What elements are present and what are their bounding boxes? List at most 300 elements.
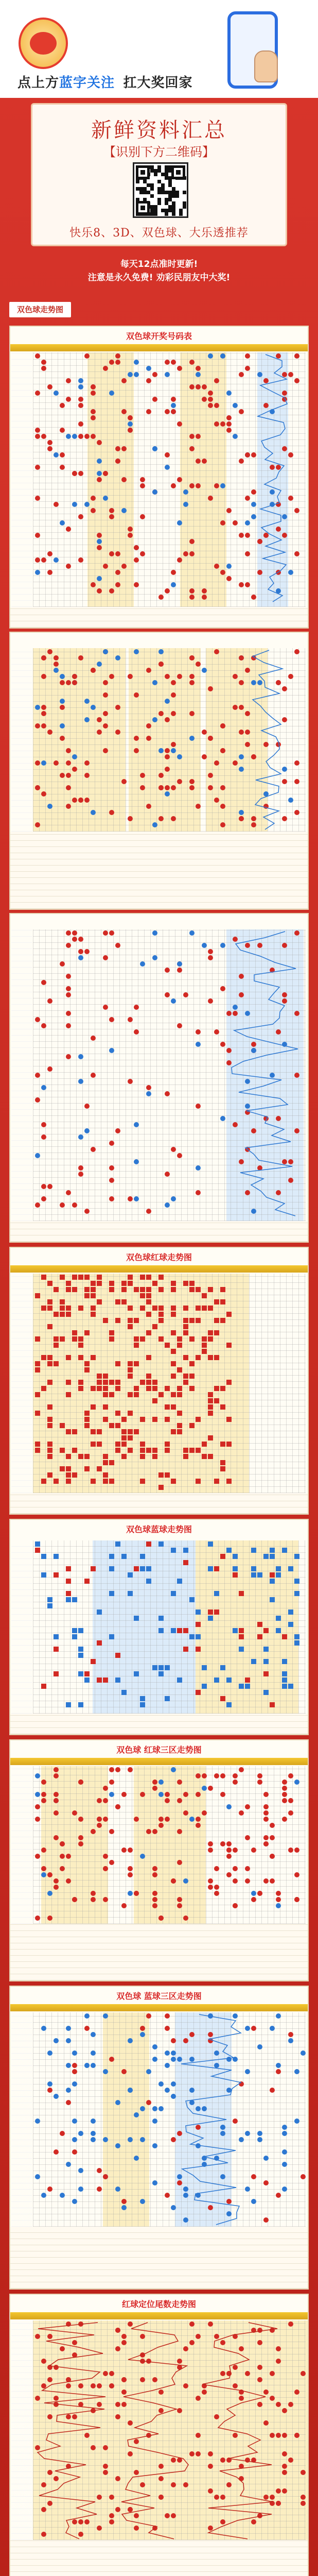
hit-cell	[171, 1392, 176, 1397]
qr-module	[161, 187, 165, 191]
hit-cell	[257, 1634, 262, 1639]
hit-cell	[66, 1306, 71, 1311]
hit-cell	[140, 1696, 145, 1701]
ball-mark	[245, 1804, 250, 1809]
hit-cell	[183, 1324, 188, 1329]
issue-column	[11, 1766, 32, 1924]
qr-module	[157, 201, 161, 205]
qr-module	[183, 205, 186, 209]
hit-cell	[165, 1404, 170, 1410]
hit-cell	[152, 1306, 157, 1311]
ball-mark	[196, 1823, 201, 1828]
stats-footer	[10, 1493, 308, 1514]
hit-cell	[183, 1318, 188, 1323]
qr-module	[165, 212, 168, 216]
hit-cell	[196, 1647, 201, 1652]
follow-header[interactable]	[0, 0, 318, 98]
hit-cell	[47, 1442, 52, 1447]
hit-cell	[109, 1336, 114, 1342]
ball-mark	[226, 1872, 232, 1877]
hit-cell	[245, 1677, 250, 1683]
hit-cell	[165, 1386, 170, 1391]
hit-cell	[152, 1417, 157, 1422]
ball-mark	[60, 1854, 65, 1859]
hit-cell	[91, 1442, 96, 1447]
ball-mark	[158, 1817, 164, 1822]
hit-cell	[233, 1554, 238, 1559]
ball-mark	[183, 1792, 188, 1797]
hit-cell	[189, 1281, 195, 1286]
hit-cell	[91, 1429, 96, 1434]
hit-cell	[196, 1287, 201, 1292]
ball-mark	[35, 1804, 40, 1809]
hit-cell	[128, 1318, 133, 1323]
ball-mark	[152, 1897, 157, 1902]
hit-cell	[140, 1306, 145, 1311]
hit-cell	[183, 1448, 188, 1453]
ball-mark	[294, 1897, 299, 1902]
ball-mark	[294, 1872, 299, 1877]
hit-cell	[226, 1380, 232, 1385]
ball-mark	[294, 1780, 299, 1785]
ball-mark	[54, 1798, 59, 1803]
qr-module	[183, 201, 186, 205]
hit-cell	[282, 1684, 287, 1689]
hit-cell	[146, 1566, 151, 1571]
hit-cell	[134, 1671, 139, 1676]
section-tab[interactable]: 双色球走势图	[9, 302, 71, 317]
ball-mark	[41, 1798, 46, 1803]
chart-grid	[33, 1274, 306, 1493]
hit-cell	[109, 1554, 114, 1559]
ball-mark	[263, 1817, 269, 1822]
qr-module	[168, 191, 172, 194]
hit-cell	[103, 1460, 108, 1465]
ball-mark	[208, 1841, 213, 1846]
hit-cell	[158, 1287, 164, 1292]
hit-cell	[97, 1386, 102, 1391]
ball-mark	[233, 1866, 238, 1871]
ball-mark	[91, 1891, 96, 1896]
hit-cell	[72, 1336, 77, 1342]
hit-cell	[97, 1281, 102, 1286]
hit-cell	[140, 1293, 145, 1298]
ball-mark	[47, 1891, 52, 1896]
hit-cell	[226, 1677, 232, 1683]
ball-mark	[103, 1897, 108, 1902]
ball-mark	[270, 1835, 275, 1840]
hit-cell	[54, 1336, 59, 1342]
trend-lines	[10, 914, 308, 1242]
hit-cell	[220, 1318, 225, 1323]
trend-line	[121, 2323, 188, 2539]
ball-mark	[109, 1767, 114, 1772]
ball-mark	[97, 1798, 102, 1803]
ball-mark	[239, 1810, 244, 1816]
hit-cell	[152, 1281, 157, 1286]
ball-mark	[35, 1817, 40, 1822]
hit-cell	[66, 1591, 71, 1596]
ball-mark	[208, 1878, 213, 1884]
hit-cell	[276, 1572, 281, 1578]
hit-cell	[140, 1380, 145, 1385]
ball-mark	[35, 1854, 40, 1859]
hit-cell	[54, 1671, 59, 1676]
hit-cell	[251, 1548, 256, 1553]
hit-cell	[41, 1479, 46, 1484]
ball-mark	[134, 1817, 139, 1822]
hit-cell	[239, 1628, 244, 1633]
hit-cell	[251, 1566, 256, 1571]
hit-cell	[84, 1417, 90, 1422]
hit-cell	[47, 1355, 52, 1360]
qr-finder-core	[176, 170, 181, 175]
hit-cell	[158, 1616, 164, 1621]
ball-mark	[97, 1817, 102, 1822]
hit-cell	[115, 1386, 120, 1391]
blue-three-zone-chart	[9, 1986, 309, 2290]
hit-cell	[183, 1374, 188, 1379]
qr-module	[183, 191, 186, 194]
chart-title: 双色球 蓝球三区走势图	[116, 1991, 202, 2001]
ball-mark	[158, 1823, 164, 1828]
issue-column	[11, 1540, 32, 1714]
qr-module	[168, 209, 172, 212]
ball-mark	[282, 1786, 287, 1791]
hit-cell	[115, 1677, 120, 1683]
hit-cell	[196, 1479, 201, 1484]
hit-cell	[54, 1361, 59, 1366]
hit-cell	[84, 1579, 90, 1584]
qr-module	[154, 173, 157, 176]
hit-cell	[140, 1566, 145, 1571]
hit-cell	[208, 1392, 213, 1397]
hit-cell	[183, 1560, 188, 1565]
hit-cell	[97, 1466, 102, 1471]
hit-cell	[158, 1336, 164, 1342]
hit-cell	[72, 1628, 77, 1633]
hit-cell	[84, 1275, 90, 1280]
hit-cell	[97, 1299, 102, 1304]
hit-cell	[220, 1386, 225, 1391]
ball-mark	[152, 1786, 157, 1791]
hit-cell	[115, 1318, 120, 1323]
ball-mark	[263, 1810, 269, 1816]
ball-mark	[78, 1780, 83, 1785]
stats-footer	[10, 1714, 308, 1734]
mascot-logo	[19, 18, 68, 69]
qr-module	[161, 191, 165, 194]
ball-mark	[128, 1848, 133, 1853]
hit-cell	[140, 1479, 145, 1484]
hit-cell	[171, 1591, 176, 1596]
hit-cell	[91, 1306, 96, 1311]
hit-cell	[202, 1442, 207, 1447]
trend-lines	[10, 2295, 308, 2576]
hit-cell	[196, 1634, 201, 1639]
hit-cell	[183, 1647, 188, 1652]
hit-cell	[66, 1312, 71, 1317]
hit-cell	[35, 1293, 40, 1298]
hit-cell	[171, 1548, 176, 1553]
hit-cell	[41, 1306, 46, 1311]
hit-cell	[109, 1479, 114, 1484]
ball-mark	[233, 1903, 238, 1908]
ball-mark	[257, 1773, 262, 1778]
hit-cell	[91, 1293, 96, 1298]
ball-mark	[54, 1773, 59, 1778]
hit-cell	[196, 1690, 201, 1695]
hit-cell	[128, 1429, 133, 1434]
hit-cell	[91, 1281, 96, 1286]
qr-module	[165, 176, 168, 180]
hit-cell	[91, 1566, 96, 1571]
hit-cell	[97, 1374, 102, 1379]
ball-mark	[121, 1792, 127, 1797]
hit-cell	[152, 1454, 157, 1459]
hit-cell	[97, 1429, 102, 1434]
ball-mark	[35, 1792, 40, 1797]
hit-cell	[214, 1330, 219, 1335]
ball-mark	[35, 1916, 40, 1921]
trend-line	[181, 2014, 241, 2225]
hit-cell	[146, 1299, 151, 1304]
hit-cell	[128, 1306, 133, 1311]
hit-cell	[196, 1448, 201, 1453]
ball-mark	[78, 1835, 83, 1840]
hit-cell	[171, 1287, 176, 1292]
hit-cell	[35, 1367, 40, 1372]
ball-mark	[233, 1780, 238, 1785]
ball-mark	[54, 1885, 59, 1890]
hit-cell	[41, 1386, 46, 1391]
trend-line	[38, 2323, 105, 2539]
hit-cell	[226, 1479, 232, 1484]
hit-cell	[41, 1355, 46, 1360]
hit-cell	[97, 1677, 102, 1683]
hit-cell	[208, 1541, 213, 1547]
hit-cell	[115, 1448, 120, 1453]
hit-cell	[66, 1579, 71, 1584]
notice-line-1: 每天12点准时更新!	[120, 259, 198, 269]
hit-cell	[121, 1435, 127, 1440]
hit-cell	[165, 1448, 170, 1453]
hit-cell	[226, 1312, 232, 1317]
hit-cell	[121, 1454, 127, 1459]
hit-cell	[189, 1318, 195, 1323]
ball-mark	[202, 1810, 207, 1816]
hit-cell	[263, 1554, 269, 1559]
hit-cell	[146, 1380, 151, 1385]
hit-cell	[84, 1671, 90, 1676]
hit-cell	[109, 1380, 114, 1385]
ball-mark	[214, 1866, 219, 1871]
hit-cell	[47, 1423, 52, 1428]
hit-cell	[41, 1684, 46, 1689]
ball-mark	[214, 1891, 219, 1896]
hit-cell	[177, 1579, 182, 1584]
hit-cell	[66, 1392, 71, 1397]
hit-cell	[171, 1374, 176, 1379]
hit-cell	[183, 1628, 188, 1633]
hit-cell	[72, 1275, 77, 1280]
hit-cell	[177, 1423, 182, 1428]
ball-mark	[41, 1792, 46, 1797]
hit-cell	[134, 1361, 139, 1366]
red-ball-trend-chart	[9, 1247, 309, 1515]
blue-ball-line-chart	[9, 913, 309, 1243]
hit-cell	[78, 1355, 83, 1360]
ball-mark	[115, 1804, 120, 1809]
hit-cell	[60, 1312, 65, 1317]
hit-cell	[109, 1566, 114, 1571]
hit-cell	[171, 1429, 176, 1434]
hit-cell	[239, 1591, 244, 1596]
ball-mark	[177, 1798, 182, 1803]
qr-finder-core	[140, 206, 145, 210]
qr-code[interactable]	[133, 162, 188, 218]
qr-module	[165, 209, 168, 212]
hit-cell	[146, 1541, 151, 1547]
slogan-highlight[interactable]: 蓝字关注	[59, 75, 115, 90]
ball-mark	[158, 1792, 164, 1797]
hit-cell	[66, 1479, 71, 1484]
ball-mark	[288, 1848, 293, 1853]
qr-module	[168, 194, 172, 198]
hit-cell	[128, 1275, 133, 1280]
hit-cell	[109, 1460, 114, 1465]
hit-cell	[294, 1634, 299, 1639]
ball-mark	[115, 1767, 120, 1772]
hit-cell	[140, 1702, 145, 1707]
hit-cell	[54, 1312, 59, 1317]
hit-cell	[294, 1554, 299, 1559]
hit-cell	[158, 1665, 164, 1670]
hit-cell	[140, 1442, 145, 1447]
qr-module	[172, 187, 175, 191]
hit-cell	[121, 1281, 127, 1286]
hit-cell	[152, 1324, 157, 1329]
hit-cell	[202, 1349, 207, 1354]
qr-module	[150, 194, 154, 198]
hit-cell	[78, 1343, 83, 1348]
hit-cell	[140, 1448, 145, 1453]
hit-cell	[121, 1554, 127, 1559]
hit-cell	[288, 1684, 293, 1689]
hit-cell	[84, 1361, 90, 1366]
hit-cell	[84, 1677, 90, 1683]
qr-module	[161, 209, 165, 212]
hit-cell	[183, 1281, 188, 1286]
hit-cell	[189, 1336, 195, 1342]
ball-mark	[41, 1872, 46, 1877]
hit-cell	[115, 1380, 120, 1385]
qr-module	[172, 191, 175, 194]
ball-mark	[47, 1872, 52, 1877]
hit-cell	[78, 1653, 83, 1658]
qr-module	[165, 201, 168, 205]
hit-cell	[78, 1275, 83, 1280]
hit-cell	[140, 1417, 145, 1422]
hit-cell	[115, 1411, 120, 1416]
ball-mark	[183, 1916, 188, 1921]
trend-lines	[10, 327, 308, 628]
ball-mark	[220, 1841, 225, 1846]
qr-module	[150, 212, 154, 216]
qr-module	[179, 212, 183, 216]
hit-cell	[103, 1318, 108, 1323]
hit-cell	[282, 1659, 287, 1664]
hit-cell	[158, 1485, 164, 1490]
qr-module	[154, 209, 157, 212]
hit-cell	[208, 1355, 213, 1360]
ball-mark	[177, 1780, 182, 1785]
hit-cell	[109, 1423, 114, 1428]
hit-cell	[189, 1386, 195, 1391]
hit-cell	[189, 1597, 195, 1602]
hit-cell	[47, 1597, 52, 1602]
hit-cell	[121, 1429, 127, 1434]
hit-cell	[208, 1306, 213, 1311]
ball-mark	[54, 1810, 59, 1816]
hit-cell	[72, 1330, 77, 1335]
ball-mark	[177, 1860, 182, 1865]
ball-mark	[245, 1878, 250, 1884]
hit-cell	[78, 1702, 83, 1707]
hit-cell	[220, 1442, 225, 1447]
hit-cell	[263, 1647, 269, 1652]
hit-cell	[208, 1404, 213, 1410]
hit-cell	[208, 1336, 213, 1342]
hit-cell	[128, 1374, 133, 1379]
hit-cell	[103, 1374, 108, 1379]
hit-cell	[202, 1343, 207, 1348]
issue-column	[11, 1274, 32, 1493]
qr-module	[165, 165, 168, 169]
hit-cell	[152, 1380, 157, 1385]
hit-cell	[54, 1647, 59, 1652]
hit-cell	[183, 1330, 188, 1335]
hit-cell	[214, 1609, 219, 1615]
ball-mark	[239, 1767, 244, 1772]
qr-module	[150, 209, 154, 212]
hit-cell	[47, 1299, 52, 1304]
hit-cell	[220, 1299, 225, 1304]
hit-cell	[47, 1417, 52, 1422]
ball-mark	[226, 1841, 232, 1846]
ball-mark	[233, 1848, 238, 1853]
hit-cell	[128, 1411, 133, 1416]
qr-module	[150, 183, 154, 187]
hit-cell	[270, 1572, 275, 1578]
ball-mark	[54, 1878, 59, 1884]
hit-cell	[239, 1684, 244, 1689]
hit-cell	[60, 1299, 65, 1304]
ball-mark	[165, 1817, 170, 1822]
ball-mark	[128, 1866, 133, 1871]
hit-cell	[146, 1374, 151, 1379]
red-three-zone-chart	[9, 1739, 309, 1981]
hit-cell	[282, 1634, 287, 1639]
qr-module	[136, 180, 139, 183]
qr-module	[165, 191, 168, 194]
ball-mark	[140, 1792, 145, 1797]
hit-cell	[54, 1343, 59, 1348]
hit-cell	[84, 1423, 90, 1428]
ball-mark	[202, 1773, 207, 1778]
qr-module	[143, 191, 147, 194]
slogan-prefix: 点上方	[17, 75, 60, 90]
